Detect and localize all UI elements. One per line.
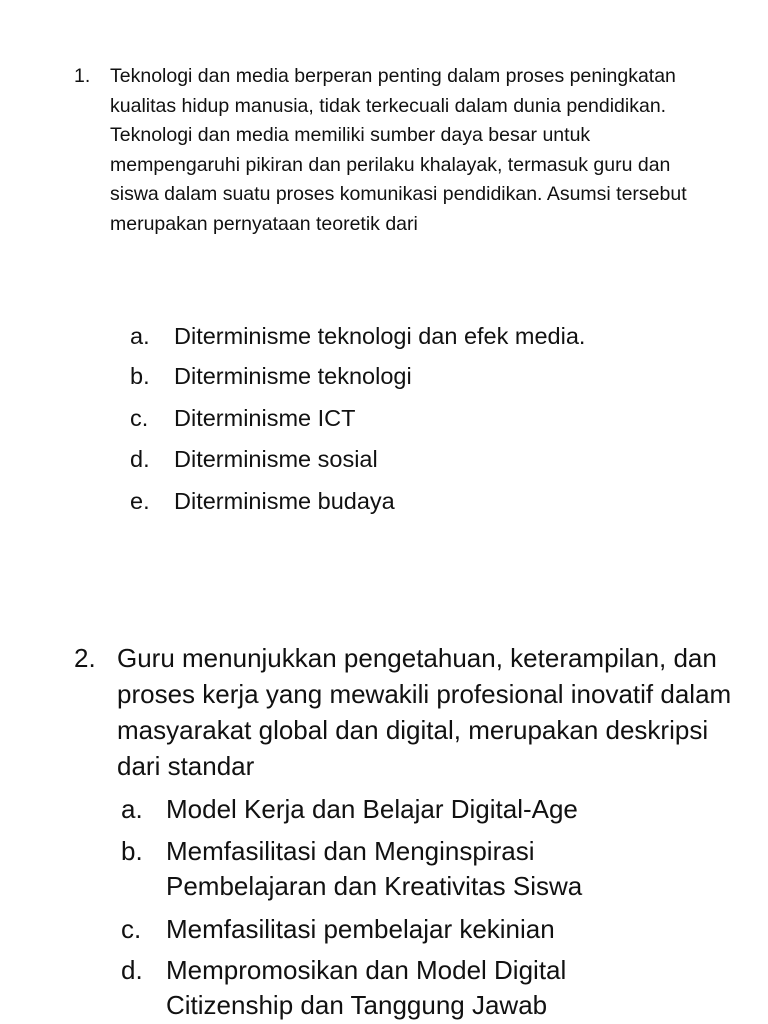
question-1-option-e [130, 486, 730, 516]
question-2-option-c [121, 912, 741, 947]
option-letter: d. [121, 955, 143, 985]
question-1 [74, 62, 714, 239]
option-letter: c. [130, 405, 149, 431]
question-2-option-d [121, 953, 741, 1023]
option-text: Mempromosikan dan Model Digital Citizenship dan Tanggung Jawab [166, 955, 567, 1020]
option-text: Memfasilitasi dan Menginspirasi Pembelajaran dan Kreativitas Siswa [166, 836, 583, 901]
question-2-number: 2. [74, 643, 96, 673]
question-1-option-d [130, 444, 730, 474]
question-2-text: Guru menunjukkan pengetahuan, keterampilan, dan proses kerja yang mewakili profesional inovatif dalam masyarakat global dan digital, merupakan deskripsi dari standar [117, 643, 732, 781]
option-text: Diterminisme sosial [174, 446, 378, 472]
question-2 [74, 640, 734, 784]
option-text: Diterminisme teknologi [174, 363, 412, 389]
question-1-text: Teknologi dan media berperan penting dalam proses peningkatan kualitas hidup manusia, tidak terkecuali dalam dunia pendidikan. Teknologi dan media memiliki sumber daya besar untuk mempengaruhi pikiran dan perilaku khalayak, termasuk guru dan siswa dalam suatu proses komunikasi pendidikan. Asumsi tersebut merupakan pernyataan teoretik dari [110, 65, 687, 235]
option-letter: d. [130, 446, 150, 472]
option-text: Memfasilitasi pembelajar kekinian [166, 914, 555, 944]
option-letter: c. [121, 914, 142, 944]
option-text: Diterminisme ICT [174, 405, 356, 431]
option-letter: e. [130, 488, 150, 514]
option-letter: b. [130, 363, 150, 389]
question-1-option-b [130, 361, 730, 391]
option-text: Model Kerja dan Belajar Digital-Age [166, 794, 578, 824]
question-2-option-a [121, 792, 741, 827]
option-text: Diterminisme budaya [174, 488, 395, 514]
question-1-option-a [130, 321, 730, 351]
question-2-option-b [121, 834, 741, 904]
option-letter: b. [121, 836, 143, 866]
option-letter: a. [130, 323, 150, 349]
option-letter: a. [121, 794, 143, 824]
question-1-number: 1. [74, 65, 91, 87]
question-1-option-c [130, 403, 730, 433]
option-text: Diterminisme teknologi dan efek media. [174, 323, 586, 349]
